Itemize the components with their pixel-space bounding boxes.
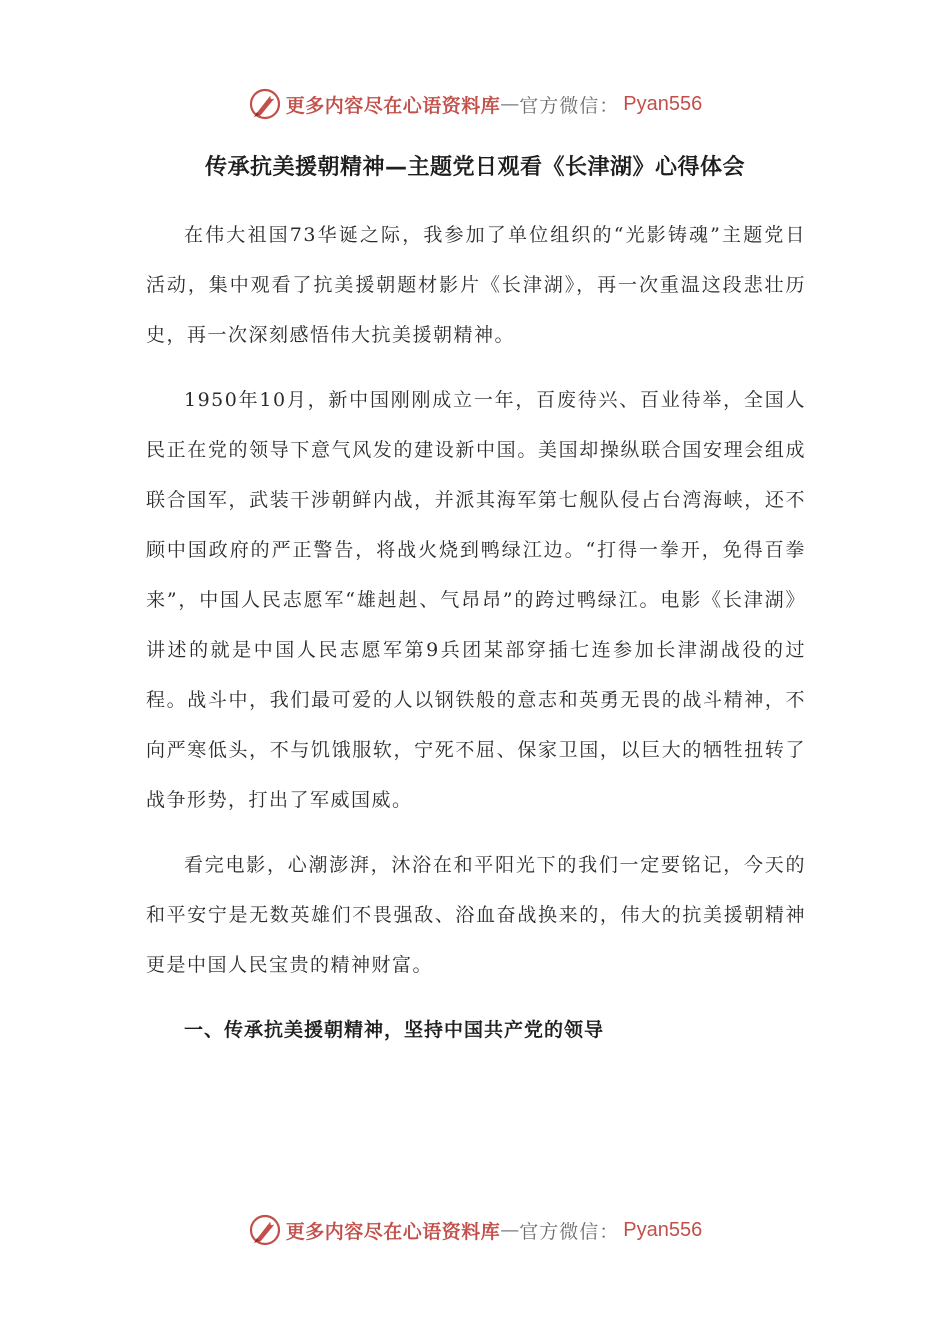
banner-wechat-label: 官方微信： bbox=[519, 94, 620, 117]
banner-brand-text: 更多内容尽在心语资料库 bbox=[285, 94, 501, 117]
document-body bbox=[146, 210, 806, 1055]
paragraph-2: 1950年10月，新中国刚刚成立一年，百废待兴、百业待举，全国人民正在党的领导下意气风发的建设新中国。美国却操纵联合国安理会组成联合国军，武装干涉朝鲜内战，并派其海军第七舰队侵占台湾海峡，还不顾中国政府的严正警告，将战火烧到鸭绿江边。“打得一拳开，免得百拳来”，中国人民志愿军“雄赳赳、气昂昂”的跨过鸭绿江。电影《长津湖》讲述的就是中国人民志愿军第9兵团某部穿插七连参加长津湖战役的过程。战斗中，我们最可爱的人以钢铁般的意志和英勇无畏的战斗精神，不向严寒低头，不与饥饿服软，宁死不屈、保家卫国，以巨大的牺牲扭转了战争形势，打出了军威国威。 bbox=[146, 389, 806, 811]
paragraph-1: 在伟大祖国73华诞之际，我参加了单位组织的“光影铸魂”主题党日活动，集中观看了抗美援朝题材影片《长津湖》，再一次重温这段悲壮历史，再一次深刻感悟伟大抗美援朝精神。 bbox=[146, 224, 806, 346]
section-heading: 一、传承抗美援朝精神，坚持中国共产党的领导 bbox=[184, 1019, 605, 1041]
banner-wechat-id: Pyan556 bbox=[623, 92, 703, 115]
banner-separator: — bbox=[500, 93, 520, 115]
pen-nib-logo-icon bbox=[248, 87, 282, 121]
banner-separator: — bbox=[500, 1219, 520, 1241]
document-title: 传承抗美援朝精神—主题党日观看《长津湖》心得体会 bbox=[204, 155, 745, 180]
banner-brand-text: 更多内容尽在心语资料库 bbox=[285, 1220, 501, 1243]
banner-wechat-label: 官方微信： bbox=[519, 1220, 620, 1243]
banner-wechat-id: Pyan556 bbox=[623, 1218, 703, 1241]
footer-banner bbox=[0, 1208, 950, 1252]
paragraph-3: 看完电影，心潮澎湃，沐浴在和平阳光下的我们一定要铭记，今天的和平安宁是无数英雄们不畏强敌、浴血奋战换来的，伟大的抗美援朝精神更是中国人民宝贵的精神财富。 bbox=[146, 854, 806, 976]
pen-nib-logo-icon bbox=[248, 1213, 282, 1247]
header-banner bbox=[0, 82, 950, 126]
